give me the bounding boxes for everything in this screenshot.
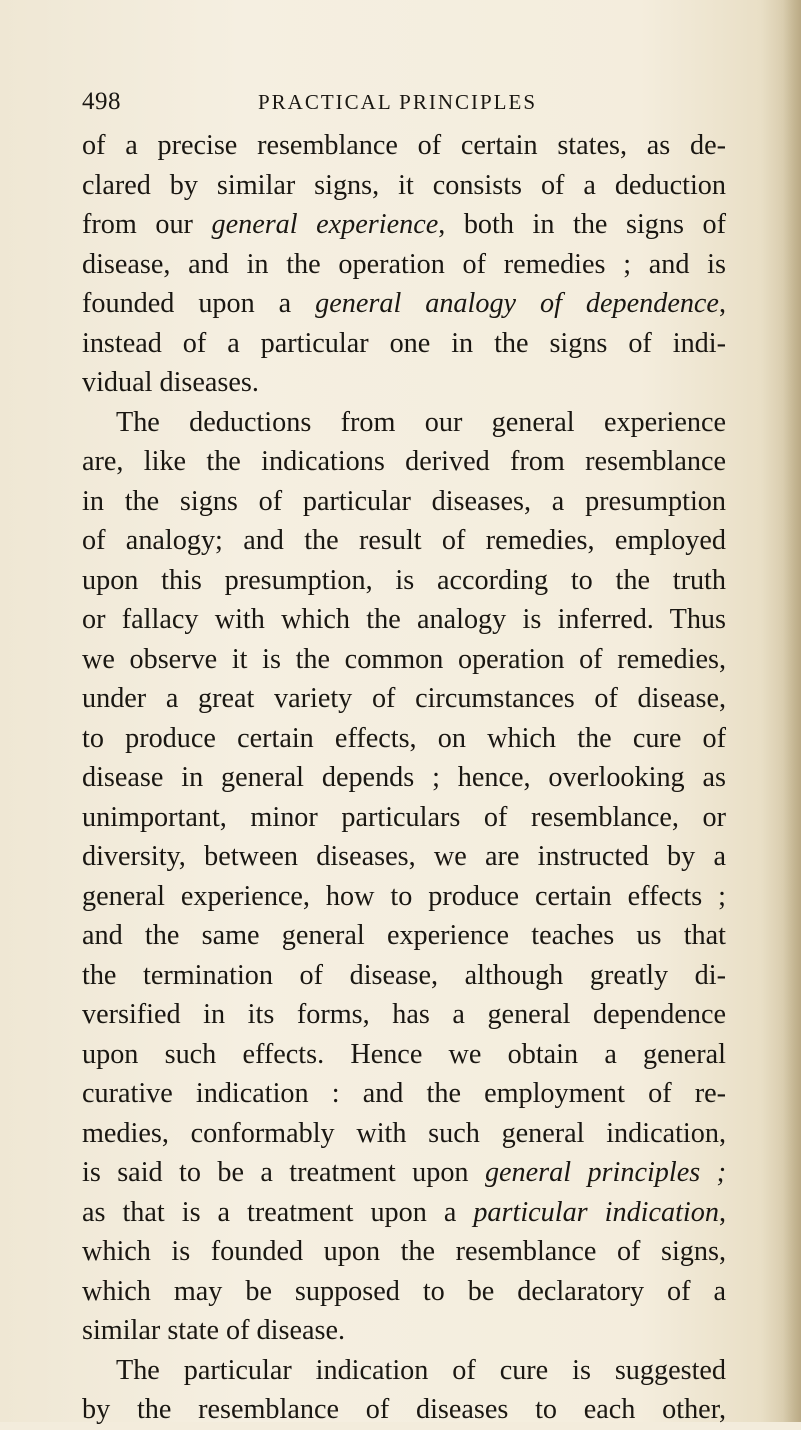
text-segment: or fallacy with which the analogy is inferred. Thus — [82, 604, 726, 635]
italic-phrase: particular indication — [473, 1196, 719, 1228]
text-segment: general experience, how to produce certain effects ; — [82, 880, 726, 912]
text-segment: , — [718, 1196, 726, 1228]
page-header — [82, 88, 722, 122]
text-segment: which is founded upon the resemblance of signs, — [82, 1236, 726, 1267]
text-segment: The deductions from our general experience — [116, 406, 726, 438]
text-line — [82, 1272, 726, 1312]
text-segment: , both in the signs of — [438, 209, 726, 240]
text-line — [82, 561, 726, 601]
text-segment: unimportant, minor particulars of resemblance, or — [82, 801, 726, 833]
text-segment: we observe it is the common operation of remedies, — [82, 643, 726, 675]
text-line — [82, 995, 726, 1035]
text-line — [82, 521, 726, 561]
text-line — [82, 877, 726, 917]
text-segment: and the same general experience teaches us that — [82, 920, 726, 951]
text-segment: to produce certain effects, on which the cure of — [82, 722, 726, 754]
text-line — [82, 1074, 726, 1114]
text-segment: versified in its forms, has a general dependence — [82, 999, 726, 1030]
text-line — [82, 363, 726, 403]
text-segment: upon such effects. Hence we obtain a general — [82, 1038, 726, 1070]
text-segment: which may be supposed to be declaratory of a — [82, 1275, 726, 1307]
body-text — [82, 126, 726, 1430]
text-line — [82, 1390, 726, 1430]
text-line — [82, 403, 726, 443]
text-segment: disease in general depends ; hence, overlooking as — [82, 762, 726, 793]
text-line — [82, 956, 726, 996]
text-segment: from our — [82, 209, 212, 240]
text-line — [82, 1351, 726, 1391]
text-line — [82, 1193, 726, 1233]
text-line — [82, 482, 726, 522]
text-segment: founded upon a — [82, 288, 316, 319]
italic-phrase: general experience — [211, 209, 439, 240]
text-segment: by the resemblance of diseases to each other, — [82, 1394, 726, 1425]
text-line — [82, 640, 726, 680]
text-segment: instead of a particular one in the signs of indi- — [82, 327, 726, 359]
text-segment: clared by similar signs, it consists of a deduction — [82, 169, 726, 201]
text-segment: is said to be a treatment upon — [82, 1157, 485, 1188]
text-segment: in the signs of particular diseases, a presumption — [82, 485, 726, 517]
text-line — [82, 442, 726, 482]
text-line — [82, 837, 726, 877]
text-line — [82, 284, 726, 324]
text-line — [82, 245, 726, 285]
text-segment: upon this presumption, is according to the truth — [82, 564, 726, 596]
text-segment: of analogy; and the result of remedies, employed — [82, 525, 726, 556]
page-number: 498 — [82, 88, 121, 115]
text-line — [82, 324, 726, 364]
text-line — [82, 205, 726, 245]
text-segment: medies, conformably with such general indication, — [82, 1117, 726, 1149]
text-line — [82, 916, 726, 956]
text-line — [82, 126, 726, 166]
text-line — [82, 1114, 726, 1154]
text-line — [82, 166, 726, 206]
text-segment: similar state of disease. — [82, 1315, 346, 1346]
text-segment: of a precise resemblance of certain states, as de- — [82, 130, 726, 161]
running-head: PRACTICAL PRINCIPLES — [258, 90, 538, 114]
text-segment: The particular indication of cure is suggested — [116, 1354, 726, 1386]
text-line — [82, 679, 726, 719]
text-line — [82, 798, 726, 838]
text-line — [82, 1153, 726, 1193]
text-segment: disease, and in the operation of remedies ; and is — [82, 248, 726, 280]
text-segment: curative indication : and the employment of re- — [82, 1078, 726, 1109]
page-edge-shadow — [783, 0, 801, 1422]
text-line — [82, 719, 726, 759]
text-segment: the termination of disease, although greatly di- — [82, 959, 726, 991]
text-segment: under a great variety of circumstances of disease, — [82, 683, 726, 714]
text-segment: vidual diseases. — [82, 367, 259, 398]
text-segment: , — [718, 288, 726, 319]
text-line — [82, 758, 726, 798]
text-line — [82, 1311, 726, 1351]
text-line — [82, 600, 726, 640]
text-line — [82, 1035, 726, 1075]
text-segment: as that is a treatment upon a — [82, 1196, 474, 1228]
text-segment: diversity, between diseases, we are instructed by a — [82, 841, 726, 872]
italic-phrase: general principles ; — [484, 1157, 726, 1188]
text-segment: are, like the indications derived from resemblance — [82, 446, 726, 477]
text-line — [82, 1232, 726, 1272]
italic-phrase: general analogy of dependence — [315, 288, 719, 319]
